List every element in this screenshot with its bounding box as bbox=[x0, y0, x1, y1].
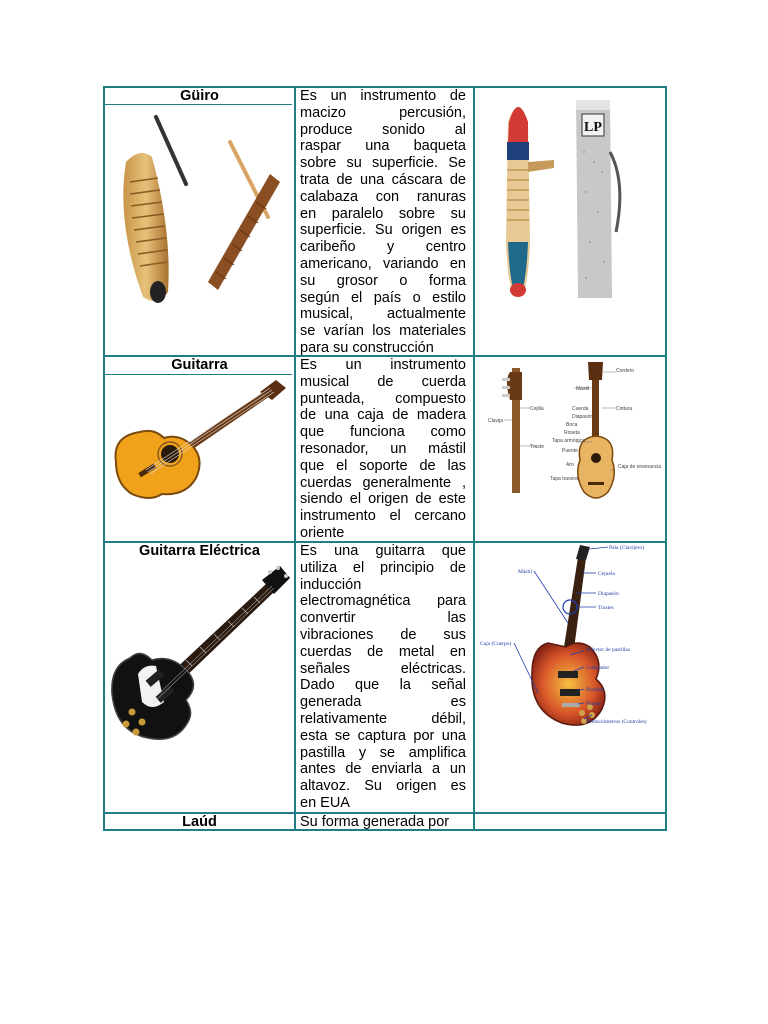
description-line: generada es bbox=[300, 694, 466, 711]
description-line: Es una guitarra que bbox=[300, 543, 466, 559]
description-line: cuerdas de metal en bbox=[300, 643, 466, 660]
label-roseta: Roseta bbox=[564, 430, 580, 436]
description-line: su grosor o forma bbox=[300, 272, 466, 289]
description-line: oriente bbox=[300, 524, 345, 541]
description-line: vibraciones de sus bbox=[300, 626, 466, 643]
description-line: se varían los materiales bbox=[300, 323, 466, 340]
label-tapa-trasera: Tapa trasera bbox=[550, 476, 578, 482]
label-trastes: Trastes bbox=[598, 605, 614, 611]
label-cejilla: Cejilla bbox=[530, 406, 544, 412]
electric-guitar-photo bbox=[108, 562, 292, 746]
description-line: americano, variando en bbox=[300, 255, 466, 272]
description-line: antes de enviarla a un bbox=[300, 761, 466, 778]
label-diapason: Diapasón bbox=[572, 414, 594, 420]
lp-logo: LP bbox=[584, 120, 602, 135]
description-line: esta se captura por una bbox=[300, 727, 466, 744]
description-line: en paralelo sobre su bbox=[300, 205, 466, 222]
description-line: pastilla y se amplifica bbox=[300, 744, 466, 761]
description-line: convertir las bbox=[300, 610, 466, 627]
label-selector: Selector de pastillas bbox=[586, 647, 630, 653]
description-line: inducción bbox=[300, 576, 362, 593]
guitar-parts-diagram bbox=[484, 358, 662, 508]
label-boca: Boca bbox=[566, 422, 578, 428]
description-line: relativamente débil, bbox=[300, 710, 466, 727]
description-line: sobre su superficie. Se bbox=[300, 155, 466, 172]
row-description-laud bbox=[300, 814, 466, 831]
description-line: raspar una baqueta bbox=[300, 138, 466, 155]
description-line: en EUA bbox=[300, 794, 350, 811]
label-cejuela: Cejuela bbox=[598, 571, 615, 577]
description-line: caribeño y centro bbox=[300, 239, 466, 256]
guiro-lp-photo bbox=[498, 92, 648, 306]
label-clavija: Clavija bbox=[488, 418, 504, 424]
description-line: resonador, un mástil bbox=[300, 440, 466, 457]
label-cintura: Cintura bbox=[616, 406, 633, 412]
row-description-guitarra bbox=[300, 357, 466, 542]
label-puente: Puente bbox=[586, 701, 601, 707]
label-aro: Aro bbox=[566, 462, 574, 468]
description-line: Dado que la señal bbox=[300, 677, 466, 694]
guiro-photo bbox=[108, 112, 292, 312]
row-name-guitarra-electrica: Guitarra Eléctrica bbox=[139, 543, 260, 559]
description-line: señales eléctricas. bbox=[300, 660, 466, 677]
label-pala: Pala (Clavijero) bbox=[609, 545, 644, 551]
description-line: electromagnética para bbox=[300, 593, 466, 610]
label-puente: Puente bbox=[562, 448, 578, 454]
description-line: Es un instrumento bbox=[300, 357, 466, 373]
label-pastillas: Pastillas bbox=[586, 687, 605, 693]
label-golpeador: Golpeador bbox=[586, 665, 610, 671]
description-line: según el país o estilo bbox=[300, 289, 466, 306]
description-line: Es un instrumento de bbox=[300, 88, 466, 104]
description-line: calabaza con ranuras bbox=[300, 188, 466, 205]
electric-guitar-parts-diagram bbox=[478, 543, 664, 739]
description-line: trata de una cáscara de bbox=[300, 171, 466, 188]
description-line: para su construcción bbox=[300, 339, 434, 356]
row-name-guitarra: Guitarra bbox=[171, 357, 228, 373]
description-line: instrumento el cercano bbox=[300, 508, 466, 525]
description-line: produce sonido al bbox=[300, 121, 466, 138]
row-name-guiro: Güiro bbox=[180, 88, 219, 104]
description-line: altavoz. Su origen es bbox=[300, 778, 466, 795]
description-line: Su forma generada por bbox=[300, 814, 450, 830]
description-line: cuerdas generalmente , bbox=[300, 474, 466, 491]
label-traste: Traste bbox=[530, 444, 544, 450]
acoustic-guitar-photo bbox=[110, 378, 290, 502]
label-cuerda: Cuerda bbox=[572, 406, 589, 412]
row-name-laud: Laúd bbox=[182, 814, 217, 830]
label-mastil: Mástil bbox=[518, 569, 533, 575]
label-cordero: Cordero bbox=[616, 368, 635, 374]
description-line: musical, actualmente bbox=[300, 306, 466, 323]
label-caja-resonancia: Caja de resonancia bbox=[618, 464, 662, 470]
description-line: punteada, compuesto bbox=[300, 390, 466, 407]
row-description-guitarra-electrica bbox=[300, 543, 466, 812]
label-mastil: Mástil bbox=[576, 386, 590, 392]
label-tapa-armonica: Tapa armónica bbox=[552, 438, 585, 444]
description-line: musical de cuerda bbox=[300, 373, 466, 390]
row-description-guiro bbox=[300, 88, 466, 357]
description-line: superficie. Su origen es bbox=[300, 222, 466, 239]
description-line: siendo el origen de este bbox=[300, 491, 466, 508]
label-potenciometros: Potenciómetros (Controles) bbox=[586, 719, 647, 725]
label-caja: Caja (Cuerpo) bbox=[480, 641, 512, 647]
description-line: que el soporte de las bbox=[300, 457, 466, 474]
label-diapason: Diapasón bbox=[598, 591, 619, 597]
description-line: macizo percusión, bbox=[300, 104, 466, 121]
description-line: de una caja de madera bbox=[300, 407, 466, 424]
description-line: utiliza el principio de bbox=[300, 559, 466, 576]
description-line: que funciona como bbox=[300, 424, 466, 441]
